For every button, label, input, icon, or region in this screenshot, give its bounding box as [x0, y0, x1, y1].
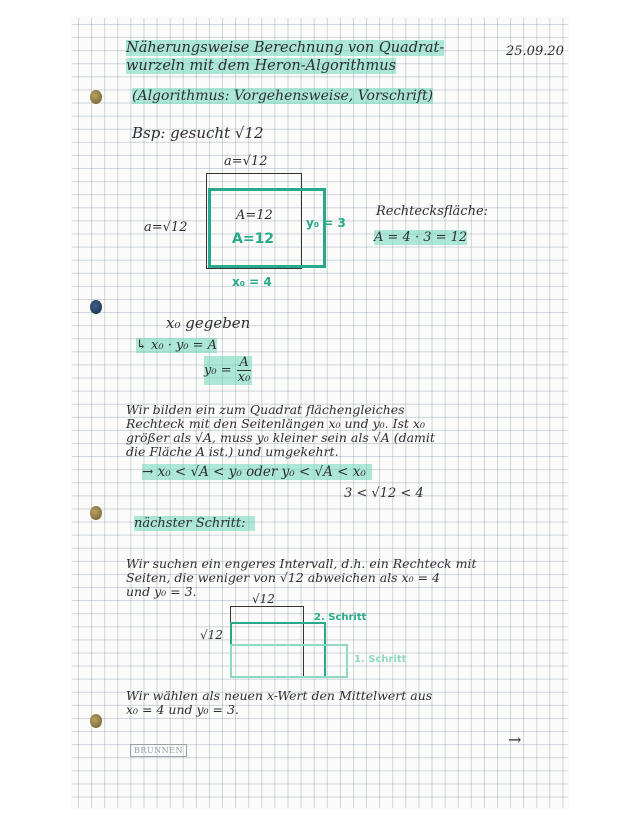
punch-hole-1	[90, 90, 102, 104]
punch-hole-4	[90, 714, 102, 728]
paragraph2-line-1: Wir suchen ein engeres Intervall, d.h. ein Rechteck mit	[126, 556, 477, 571]
paragraph1-line-1: Wir bilden ein zum Quadrat flächengleiches	[126, 402, 405, 417]
paragraph2-line-2: Seiten, die weniger von √12 abweichen als x₀ = 4	[126, 570, 440, 585]
notebook-page	[72, 18, 568, 808]
next-step-heading: nächster Schritt:	[134, 516, 255, 531]
x0-given: x₀ gegeben	[166, 314, 251, 332]
y0-label: y₀ = 3	[306, 216, 346, 230]
step1-label: 1. Schritt	[354, 654, 407, 665]
paragraph3-line-1: Wir wählen als neuen x-Wert den Mittelwert aus	[126, 688, 433, 703]
formula-y0	[204, 356, 252, 385]
fraction-numerator: A	[239, 355, 249, 370]
next-page-arrow: →	[508, 730, 522, 749]
paragraph2-line-3: und y₀ = 3.	[126, 584, 197, 599]
step2-label: 2. Schritt	[314, 612, 367, 623]
subtitle: (Algorithmus: Vorgehensweise, Vorschrift)	[132, 88, 434, 104]
area-label: A=12	[236, 208, 273, 223]
rect-area-title: Rechtecksfläche:	[376, 204, 489, 219]
date: 25.09.20	[506, 44, 564, 59]
punch-hole-2	[90, 300, 102, 314]
rect-area-formula: A = 4 · 3 = 12	[374, 230, 468, 245]
paragraph1-line-3: größer als √A, muss y₀ kleiner sein als √A (damit	[126, 430, 435, 445]
fraction	[236, 356, 253, 385]
x0-label: x₀ = 4	[232, 275, 272, 289]
inequality-numeric: 3 < √12 < 4	[344, 486, 424, 501]
diagram2-left-label: √12	[200, 628, 223, 642]
punch-hole-3	[90, 506, 102, 520]
formula-y0-lhs: y₀ =	[204, 363, 232, 378]
diagram2-rect-step1	[230, 644, 348, 678]
brand-logo: BRUNNEN	[130, 744, 187, 757]
formula-product: ↳ x₀ · y₀ = A	[136, 338, 218, 353]
title-line-2: wurzeln mit dem Heron-Algorithmus	[126, 58, 397, 74]
title-line-1: Näherungsweise Berechnung von Quadrat-	[126, 40, 445, 56]
square-left-label: a=√12	[144, 220, 188, 235]
example-label: Bsp: gesucht √12	[132, 124, 264, 142]
paragraph1-line-4: die Fläche A ist.) und umgekehrt.	[126, 444, 339, 459]
inequality-line: → x₀ < √A < y₀ oder y₀ < √A < x₀	[142, 464, 372, 480]
diagram2-top-label: √12	[252, 592, 275, 606]
paragraph3-line-2: x₀ = 4 und y₀ = 3.	[126, 702, 239, 717]
paragraph1-line-2: Rechteck mit den Seitenlängen x₀ und y₀. Ist x₀	[126, 416, 425, 431]
fraction-denominator: x₀	[237, 370, 251, 385]
area-label-teal: A=12	[232, 231, 275, 247]
square-top-label: a=√12	[224, 154, 268, 169]
